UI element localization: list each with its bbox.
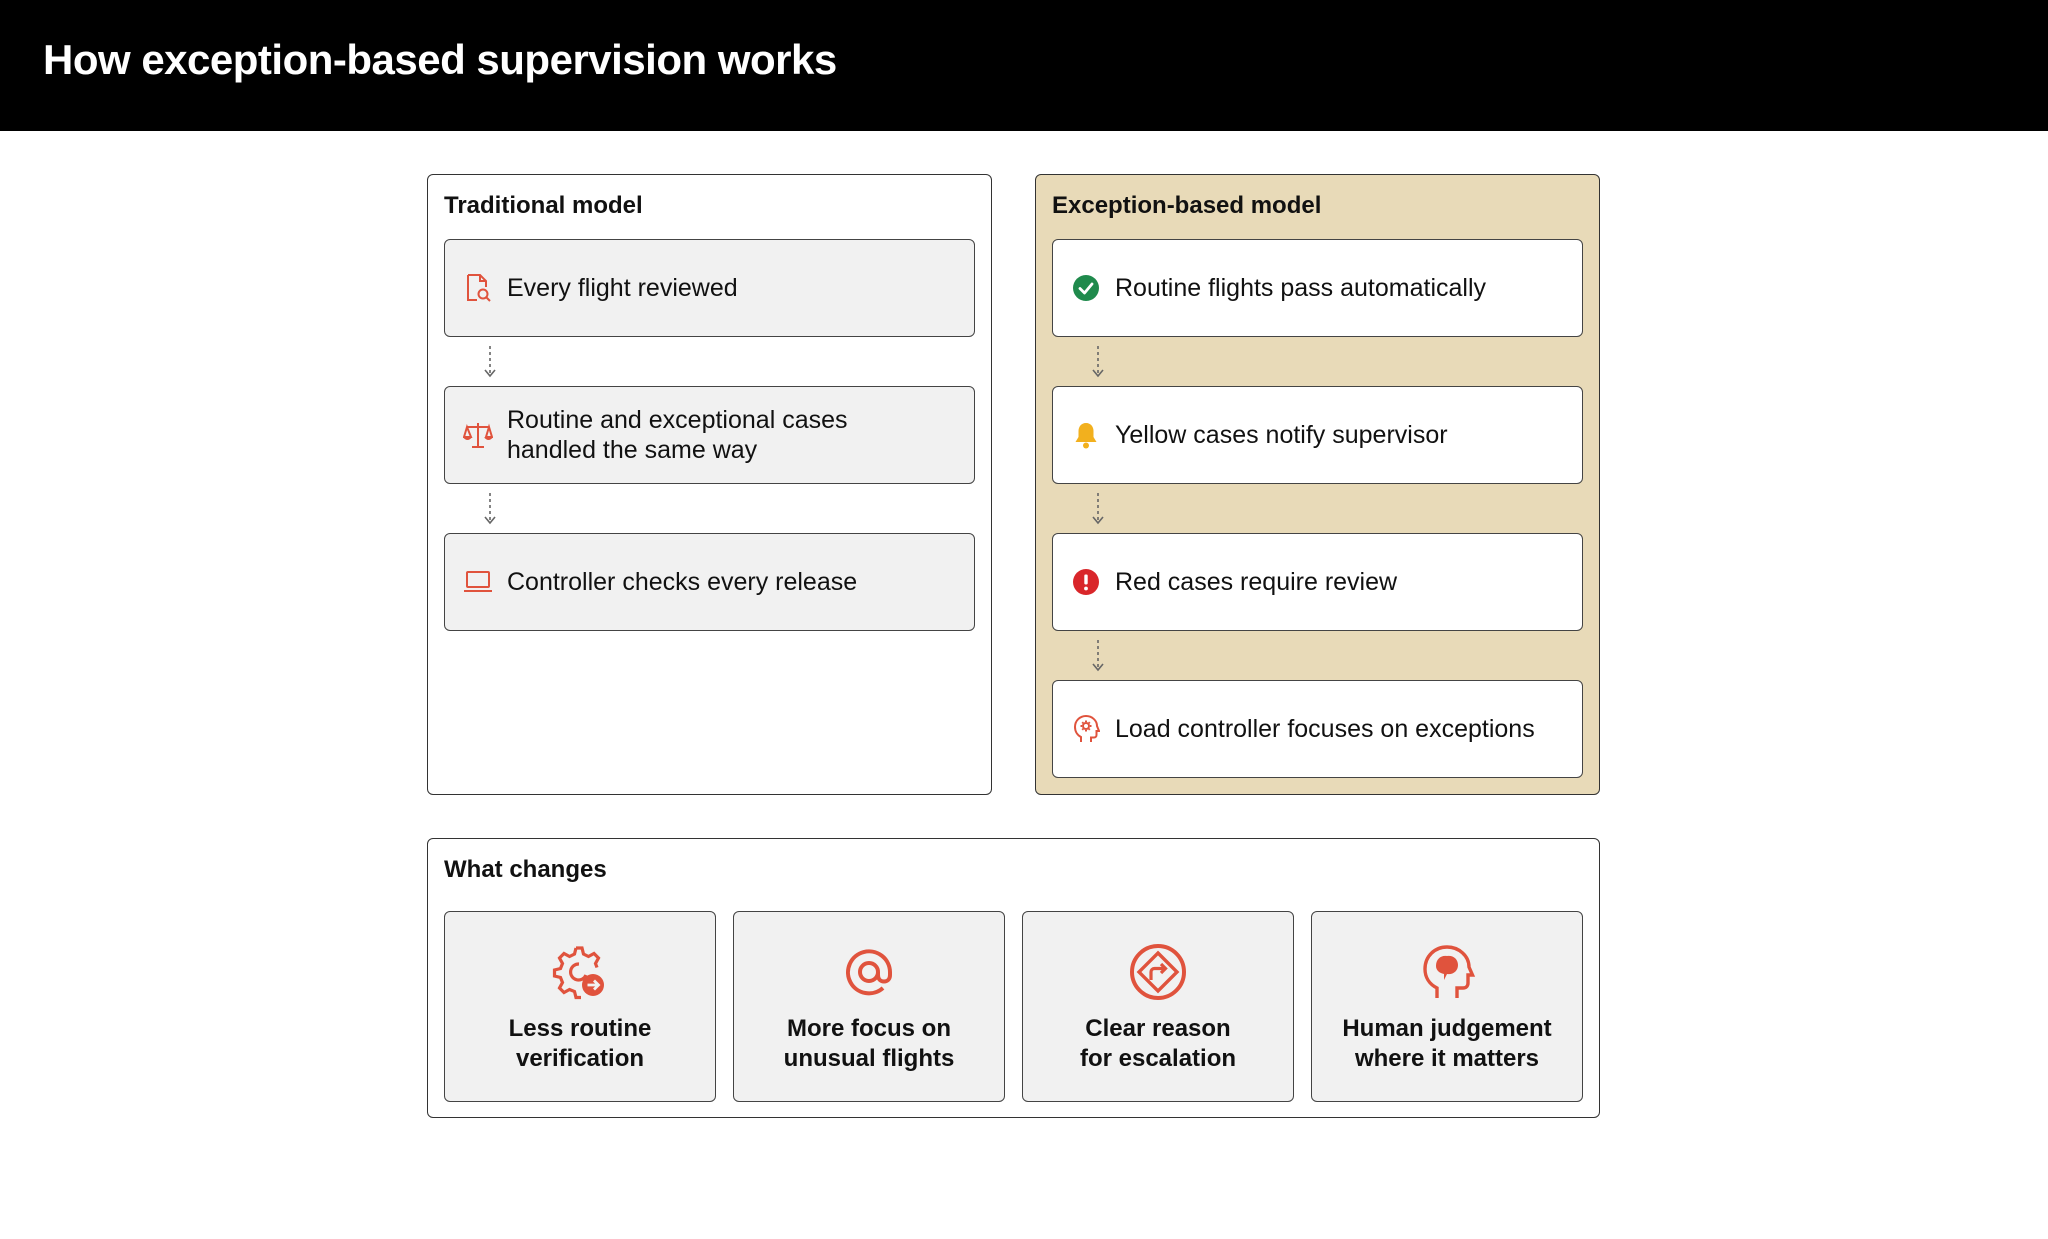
exception-step-label: Routine flights pass automatically [1115, 274, 1487, 302]
change-card-clear-reason [1022, 911, 1294, 1102]
down-arrow-icon [1091, 639, 1105, 673]
exception-step-label: Yellow cases notify supervisor [1115, 421, 1448, 449]
change-card-more-focus [733, 911, 1005, 1102]
gear-arrow-icon [550, 942, 610, 1002]
alert-circle-icon [1071, 567, 1101, 597]
change-card-label: Clear reason for escalation [1079, 1015, 1237, 1072]
change-card-label: More focus on unusual flights [783, 1015, 955, 1072]
down-arrow-icon [1091, 492, 1105, 526]
traditional-step-label: Every flight reviewed [507, 274, 738, 302]
what-changes-title: What changes [444, 856, 607, 883]
exception-step-load-controller [1052, 680, 1583, 778]
exception-step-label: Red cases require review [1115, 568, 1398, 596]
traditional-step-same-handling [444, 386, 975, 484]
turn-sign-icon [1128, 942, 1188, 1002]
change-card-less-verification [444, 911, 716, 1102]
traditional-model-title: Traditional model [444, 192, 643, 219]
scales-icon [463, 420, 493, 450]
exception-step-label: Load controller focuses on exceptions [1115, 715, 1535, 743]
change-card-human-judgement [1311, 911, 1583, 1102]
bell-icon [1071, 420, 1101, 450]
down-arrow-icon [1091, 345, 1105, 379]
exception-model-panel [1035, 174, 1600, 795]
exception-model-title: Exception-based model [1052, 192, 1322, 219]
change-card-label: Less routine verification [508, 1015, 652, 1072]
what-changes-panel [427, 838, 1600, 1118]
head-gear-icon [1071, 714, 1101, 744]
traditional-step-label: Controller checks every release [507, 568, 858, 596]
change-card-label: Human judgement where it matters [1342, 1015, 1552, 1072]
traditional-step-controller-checks [444, 533, 975, 631]
down-arrow-icon [483, 492, 497, 526]
header-bar [0, 0, 2048, 131]
down-arrow-icon [483, 345, 497, 379]
exception-step-yellow-notify [1052, 386, 1583, 484]
document-search-icon [463, 273, 493, 303]
laptop-icon [463, 567, 493, 597]
head-brain-icon [1417, 942, 1477, 1002]
traditional-step-every-flight [444, 239, 975, 337]
exception-step-red-review [1052, 533, 1583, 631]
target-icon [839, 942, 899, 1002]
traditional-step-label: Routine and exceptional cases handled the same way [507, 406, 848, 464]
traditional-model-panel [427, 174, 992, 795]
exception-step-routine-pass [1052, 239, 1583, 337]
check-circle-icon [1071, 273, 1101, 303]
page-title: How exception-based supervision works [43, 36, 837, 83]
